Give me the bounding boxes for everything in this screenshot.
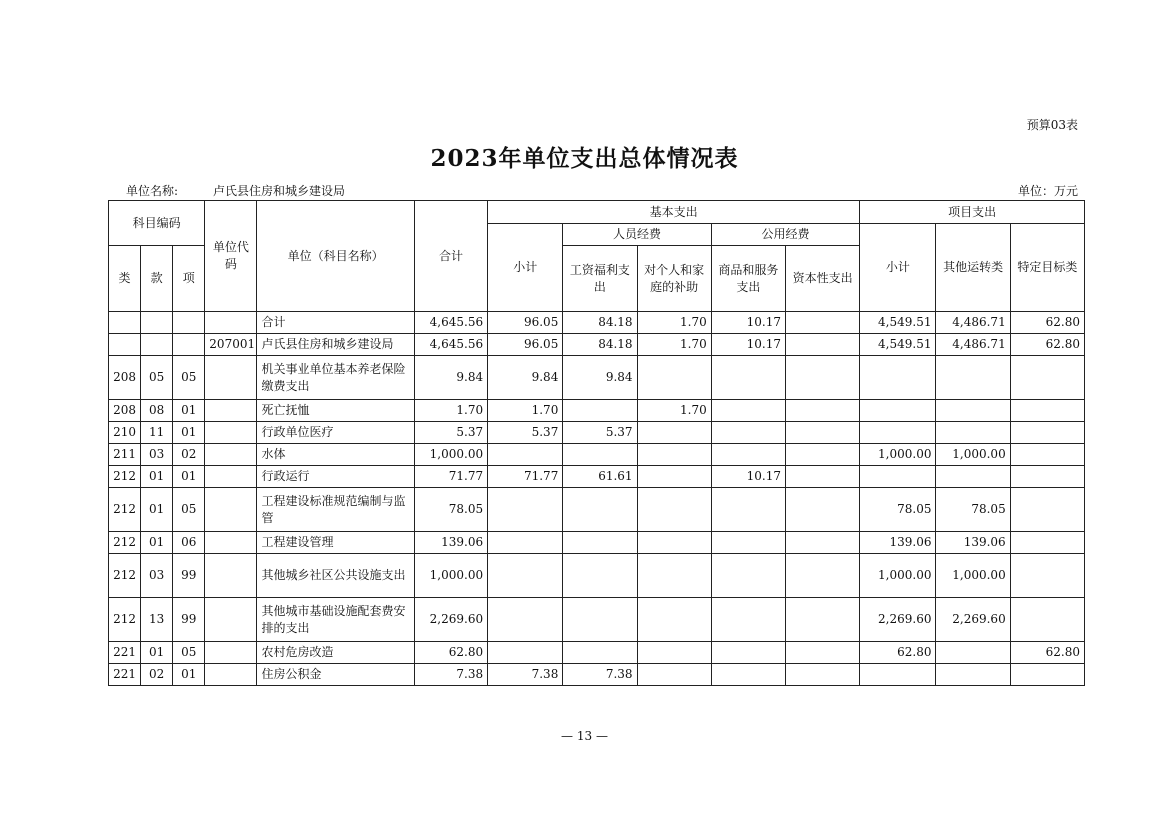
- header-individual: 对个人和家庭的补助: [637, 246, 711, 312]
- cell-total: 78.05: [414, 488, 487, 532]
- cell-individual: [637, 554, 711, 598]
- cell-individual: [637, 422, 711, 444]
- cell-salary: [563, 444, 637, 466]
- cell-salary: [563, 598, 637, 642]
- cell-capital: [785, 444, 859, 466]
- cell-specific: [1010, 444, 1084, 466]
- cell-individual: 1.70: [637, 400, 711, 422]
- table-body: [109, 312, 1085, 686]
- cell-goods: [711, 532, 785, 554]
- header-project: 项目支出: [860, 201, 1085, 224]
- cell-unit-name: 其他城市基础设施配套费安排的支出: [257, 598, 414, 642]
- cell-capital: [785, 356, 859, 400]
- cell-lei: 212: [109, 532, 141, 554]
- cell-project-subtotal: [860, 664, 936, 686]
- header-capital: 资本性支出: [785, 246, 859, 312]
- cell-unit-name: 工程建设管理: [257, 532, 414, 554]
- cell-capital: [785, 466, 859, 488]
- cell-salary: 84.18: [563, 334, 637, 356]
- cell-unit-name: 卢氏县住房和城乡建设局: [257, 334, 414, 356]
- cell-other-transfer: [936, 466, 1010, 488]
- header-kuan: 款: [141, 246, 173, 312]
- cell-project-subtotal: [860, 356, 936, 400]
- cell-other-transfer: 4,486.71: [936, 312, 1010, 334]
- cell-capital: [785, 664, 859, 686]
- cell-capital: [785, 312, 859, 334]
- table-row: [109, 532, 1085, 554]
- table-row: [109, 554, 1085, 598]
- expenditure-table: [108, 200, 1085, 686]
- cell-xiang: 05: [173, 488, 205, 532]
- cell-goods: [711, 400, 785, 422]
- cell-other-transfer: 1,000.00: [936, 444, 1010, 466]
- cell-kuan: [141, 334, 173, 356]
- table-header: [109, 201, 1085, 312]
- cell-basic-subtotal: [488, 642, 563, 664]
- cell-individual: [637, 532, 711, 554]
- cell-goods: [711, 488, 785, 532]
- cell-unit-code: [205, 664, 257, 686]
- cell-specific: [1010, 400, 1084, 422]
- cell-xiang: 05: [173, 642, 205, 664]
- cell-kuan: 01: [141, 466, 173, 488]
- money-unit: 单位：万元: [1017, 184, 1078, 198]
- cell-total: 1,000.00: [414, 444, 487, 466]
- cell-kuan: 05: [141, 356, 173, 400]
- cell-unit-code: [205, 356, 257, 400]
- table-row: [109, 334, 1085, 356]
- table-row: [109, 400, 1085, 422]
- header-unit-name: 单位（科目名称）: [257, 201, 414, 312]
- cell-capital: [785, 422, 859, 444]
- cell-xiang: [173, 334, 205, 356]
- header-other-transfer: 其他运转类: [936, 224, 1010, 312]
- cell-goods: 10.17: [711, 466, 785, 488]
- cell-unit-name: 行政运行: [257, 466, 414, 488]
- cell-kuan: 01: [141, 488, 173, 532]
- cell-goods: [711, 422, 785, 444]
- cell-basic-subtotal: [488, 598, 563, 642]
- cell-unit-code: [205, 642, 257, 664]
- cell-xiang: [173, 312, 205, 334]
- cell-basic-subtotal: 7.38: [488, 664, 563, 686]
- cell-unit-name: 住房公积金: [257, 664, 414, 686]
- cell-unit-name: 死亡抚恤: [257, 400, 414, 422]
- cell-xiang: 01: [173, 400, 205, 422]
- cell-specific: [1010, 422, 1084, 444]
- cell-unit-name: 农村危房改造: [257, 642, 414, 664]
- cell-project-subtotal: 78.05: [860, 488, 936, 532]
- cell-capital: [785, 400, 859, 422]
- cell-unit-code: 207001: [205, 334, 257, 356]
- cell-lei: [109, 312, 141, 334]
- cell-project-subtotal: 139.06: [860, 532, 936, 554]
- cell-specific: [1010, 466, 1084, 488]
- table-row: [109, 356, 1085, 400]
- cell-project-subtotal: 4,549.51: [860, 334, 936, 356]
- cell-kuan: 01: [141, 642, 173, 664]
- header-lei: 类: [109, 246, 141, 312]
- cell-salary: 61.61: [563, 466, 637, 488]
- cell-kuan: [141, 312, 173, 334]
- cell-unit-code: [205, 532, 257, 554]
- cell-unit-code: [205, 598, 257, 642]
- cell-total: 4,645.56: [414, 312, 487, 334]
- cell-salary: 5.37: [563, 422, 637, 444]
- cell-other-transfer: [936, 422, 1010, 444]
- unit-name-label: 单位名称:: [126, 184, 179, 198]
- cell-other-transfer: 2,269.60: [936, 598, 1010, 642]
- cell-capital: [785, 532, 859, 554]
- cell-unit-code: [205, 466, 257, 488]
- cell-total: 1.70: [414, 400, 487, 422]
- cell-goods: [711, 356, 785, 400]
- cell-individual: [637, 356, 711, 400]
- cell-unit-name: 合计: [257, 312, 414, 334]
- table-row: [109, 598, 1085, 642]
- cell-total: 139.06: [414, 532, 487, 554]
- table-row: [109, 422, 1085, 444]
- cell-unit-code: [205, 312, 257, 334]
- header-subject-code: 科目编码: [109, 201, 205, 246]
- cell-xiang: 05: [173, 356, 205, 400]
- cell-other-transfer: [936, 400, 1010, 422]
- header-unit-code: 单位代码: [205, 201, 257, 312]
- cell-unit-code: [205, 488, 257, 532]
- cell-total: 9.84: [414, 356, 487, 400]
- cell-other-transfer: [936, 642, 1010, 664]
- cell-total: 1,000.00: [414, 554, 487, 598]
- cell-individual: 1.70: [637, 312, 711, 334]
- header-xiang: 项: [173, 246, 205, 312]
- cell-xiang: 99: [173, 598, 205, 642]
- cell-specific: [1010, 356, 1084, 400]
- cell-specific: 62.80: [1010, 312, 1084, 334]
- cell-salary: 9.84: [563, 356, 637, 400]
- cell-individual: [637, 466, 711, 488]
- cell-total: 5.37: [414, 422, 487, 444]
- cell-basic-subtotal: 96.05: [488, 312, 563, 334]
- cell-unit-name: 工程建设标准规范编制与监管: [257, 488, 414, 532]
- cell-basic-subtotal: 5.37: [488, 422, 563, 444]
- cell-individual: [637, 642, 711, 664]
- cell-unit-name: 行政单位医疗: [257, 422, 414, 444]
- cell-other-transfer: 1,000.00: [936, 554, 1010, 598]
- cell-xiang: 01: [173, 466, 205, 488]
- header-specific: 特定目标类: [1010, 224, 1084, 312]
- cell-project-subtotal: 1,000.00: [860, 444, 936, 466]
- cell-salary: [563, 400, 637, 422]
- cell-capital: [785, 554, 859, 598]
- cell-project-subtotal: 62.80: [860, 642, 936, 664]
- cell-specific: [1010, 554, 1084, 598]
- cell-kuan: 02: [141, 664, 173, 686]
- cell-salary: 7.38: [563, 664, 637, 686]
- cell-goods: 10.17: [711, 334, 785, 356]
- header-basic-subtotal: 小计: [488, 224, 563, 312]
- cell-goods: 10.17: [711, 312, 785, 334]
- cell-goods: [711, 642, 785, 664]
- cell-project-subtotal: 2,269.60: [860, 598, 936, 642]
- form-number: 预算03表: [1026, 118, 1078, 132]
- cell-kuan: 08: [141, 400, 173, 422]
- cell-basic-subtotal: 71.77: [488, 466, 563, 488]
- header-project-subtotal: 小计: [860, 224, 936, 312]
- cell-lei: 221: [109, 642, 141, 664]
- cell-specific: [1010, 532, 1084, 554]
- cell-goods: [711, 444, 785, 466]
- cell-goods: [711, 554, 785, 598]
- cell-unit-name: 水体: [257, 444, 414, 466]
- cell-total: 7.38: [414, 664, 487, 686]
- cell-specific: 62.80: [1010, 334, 1084, 356]
- cell-other-transfer: [936, 664, 1010, 686]
- cell-capital: [785, 334, 859, 356]
- cell-individual: [637, 664, 711, 686]
- cell-lei: 212: [109, 488, 141, 532]
- table-row: [109, 664, 1085, 686]
- cell-basic-subtotal: [488, 532, 563, 554]
- page-title: 2023年单位支出总体情况表: [430, 145, 739, 172]
- cell-project-subtotal: [860, 422, 936, 444]
- cell-individual: [637, 488, 711, 532]
- cell-specific: [1010, 598, 1084, 642]
- cell-basic-subtotal: [488, 444, 563, 466]
- cell-basic-subtotal: 9.84: [488, 356, 563, 400]
- cell-total: 71.77: [414, 466, 487, 488]
- cell-salary: [563, 554, 637, 598]
- cell-specific: [1010, 664, 1084, 686]
- cell-basic-subtotal: 96.05: [488, 334, 563, 356]
- cell-goods: [711, 664, 785, 686]
- table-row: [109, 466, 1085, 488]
- cell-kuan: 13: [141, 598, 173, 642]
- cell-basic-subtotal: [488, 554, 563, 598]
- table-row: [109, 444, 1085, 466]
- cell-lei: 208: [109, 400, 141, 422]
- cell-individual: [637, 444, 711, 466]
- cell-salary: [563, 532, 637, 554]
- cell-other-transfer: 78.05: [936, 488, 1010, 532]
- cell-kuan: 03: [141, 444, 173, 466]
- cell-total: 4,645.56: [414, 334, 487, 356]
- cell-capital: [785, 598, 859, 642]
- cell-lei: 211: [109, 444, 141, 466]
- cell-lei: 208: [109, 356, 141, 400]
- cell-unit-code: [205, 422, 257, 444]
- cell-kuan: 11: [141, 422, 173, 444]
- cell-individual: 1.70: [637, 334, 711, 356]
- cell-xiang: 01: [173, 664, 205, 686]
- cell-goods: [711, 598, 785, 642]
- cell-total: 2,269.60: [414, 598, 487, 642]
- cell-lei: 210: [109, 422, 141, 444]
- cell-capital: [785, 642, 859, 664]
- cell-total: 62.80: [414, 642, 487, 664]
- cell-xiang: 99: [173, 554, 205, 598]
- cell-basic-subtotal: 1.70: [488, 400, 563, 422]
- cell-unit-code: [205, 444, 257, 466]
- cell-other-transfer: 4,486.71: [936, 334, 1010, 356]
- cell-xiang: 02: [173, 444, 205, 466]
- cell-other-transfer: [936, 356, 1010, 400]
- cell-xiang: 01: [173, 422, 205, 444]
- cell-unit-code: [205, 554, 257, 598]
- cell-salary: [563, 642, 637, 664]
- table-row: [109, 488, 1085, 532]
- header-salary: 工资福利支出: [563, 246, 637, 312]
- cell-basic-subtotal: [488, 488, 563, 532]
- page-number: — 13 —: [561, 729, 608, 743]
- cell-project-subtotal: 1,000.00: [860, 554, 936, 598]
- cell-project-subtotal: 4,549.51: [860, 312, 936, 334]
- cell-lei: 221: [109, 664, 141, 686]
- cell-salary: [563, 488, 637, 532]
- cell-lei: 212: [109, 554, 141, 598]
- cell-xiang: 06: [173, 532, 205, 554]
- cell-project-subtotal: [860, 400, 936, 422]
- cell-unit-name: 其他城乡社区公共设施支出: [257, 554, 414, 598]
- cell-individual: [637, 598, 711, 642]
- table-row: [109, 312, 1085, 334]
- cell-salary: 84.18: [563, 312, 637, 334]
- cell-lei: [109, 334, 141, 356]
- unit-name-value: 卢氏县住房和城乡建设局: [213, 184, 346, 198]
- cell-specific: 62.80: [1010, 642, 1084, 664]
- header-personnel: 人员经费: [563, 224, 711, 246]
- cell-specific: [1010, 488, 1084, 532]
- cell-project-subtotal: [860, 466, 936, 488]
- cell-kuan: 01: [141, 532, 173, 554]
- header-total: 合计: [414, 201, 487, 312]
- cell-kuan: 03: [141, 554, 173, 598]
- header-basic: 基本支出: [488, 201, 860, 224]
- header-goods: 商品和服务支出: [711, 246, 785, 312]
- header-public: 公用经费: [711, 224, 860, 246]
- cell-unit-name: 机关事业单位基本养老保险缴费支出: [257, 356, 414, 400]
- cell-lei: 212: [109, 466, 141, 488]
- cell-lei: 212: [109, 598, 141, 642]
- cell-other-transfer: 139.06: [936, 532, 1010, 554]
- cell-unit-code: [205, 400, 257, 422]
- table-row: [109, 642, 1085, 664]
- cell-capital: [785, 488, 859, 532]
